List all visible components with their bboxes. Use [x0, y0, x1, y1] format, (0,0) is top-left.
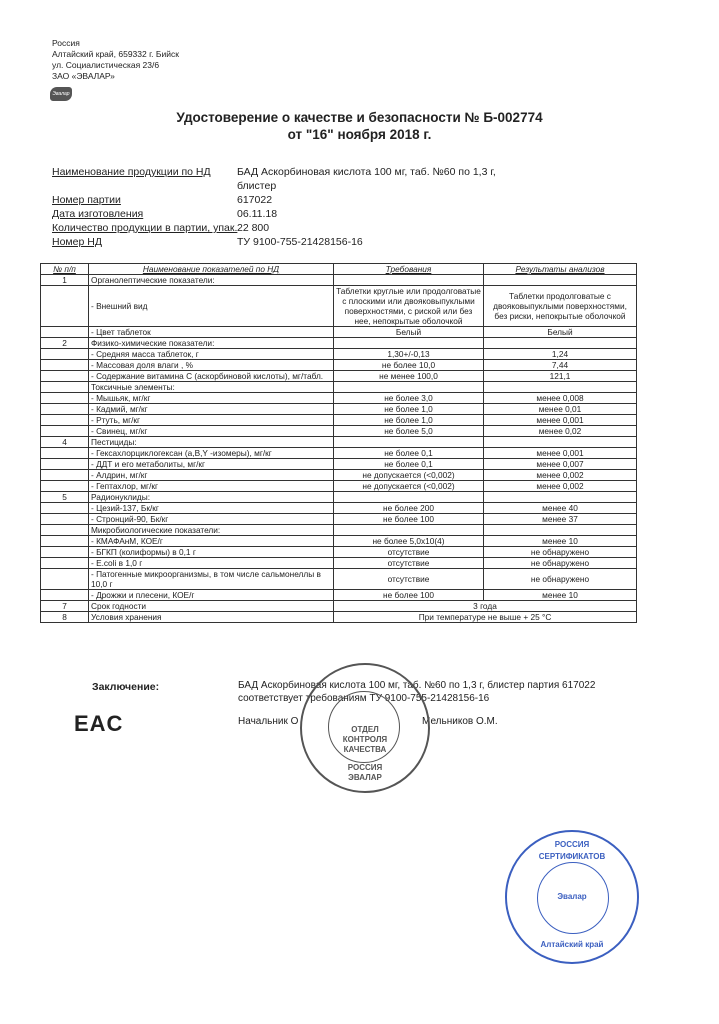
row-result [484, 338, 637, 349]
row-indicator: - БГКП (колиформы) в 0,1 г [89, 547, 334, 558]
stamp2-text-4: Алтайский край [540, 940, 604, 949]
batch-quantity-label: Количество продукции в партии, упак. [52, 222, 238, 234]
row-requirement: не допускается (<0,002) [334, 481, 484, 492]
row-result: Таблетки продолговатые с двояковыпуклыми поверхностями, без риски, непокрытые оболочкой [484, 286, 637, 327]
manufacture-date-value: 06.11.18 [237, 208, 278, 220]
row-number: 7 [41, 601, 89, 612]
manufacture-date-label: Дата изготовления [52, 208, 144, 220]
product-name-label: Наименование продукции по НД [52, 166, 211, 178]
row-number [41, 547, 89, 558]
row-indicator: - Кадмий, мг/кг [89, 404, 334, 415]
row-result: менее 37 [484, 514, 637, 525]
conclusion-line-1: БАД Аскорбиновая кислота 100 мг, таб. №60 по 1,3 г, блистер партия 617022 [238, 680, 596, 691]
row-result: Белый [484, 327, 637, 338]
row-requirement [334, 525, 484, 536]
row-requirement: не более 0,1 [334, 448, 484, 459]
row-indicator: - Ртуть, мг/кг [89, 415, 334, 426]
row-indicator: - Массовая доля влаги , % [89, 360, 334, 371]
row-number: 1 [41, 275, 89, 286]
stamp-text-4: РОССИЯ [347, 763, 383, 772]
row-number [41, 536, 89, 547]
row-requirement: не более 1,0 [334, 404, 484, 415]
signer-name: Мельников О.М. [422, 716, 498, 727]
row-requirement: отсутствие [334, 569, 484, 590]
row-result: менее 10 [484, 590, 637, 601]
row-indicator: - Алдрин, мг/кг [89, 470, 334, 481]
row-requirement [334, 492, 484, 503]
row-number [41, 426, 89, 437]
row-indicator: - E.coli в 1,0 г [89, 558, 334, 569]
row-number [41, 286, 89, 327]
table-row [41, 338, 637, 349]
table-row [41, 360, 637, 371]
row-requirement: не более 100 [334, 514, 484, 525]
document-title: Удостоверение о качестве и безопасности № Б-002774 [176, 110, 543, 125]
row-requirement: не более 3,0 [334, 393, 484, 404]
row-number [41, 327, 89, 338]
row-result: 121,1 [484, 371, 637, 382]
row-number [41, 415, 89, 426]
quality-table [40, 263, 637, 623]
row-requirement [334, 437, 484, 448]
header-indicator: Наименование показателей по НД [89, 264, 334, 275]
table-row [41, 327, 637, 338]
company-logo: Эвалар [50, 87, 72, 101]
row-requirement [334, 382, 484, 393]
address-line-street: ул. Социалистическая 23/6 [52, 60, 160, 70]
product-name-value: БАД Аскорбиновая кислота 100 мг, таб. №60 по 1,3 г, [237, 166, 496, 178]
table-row [41, 481, 637, 492]
row-number [41, 349, 89, 360]
table-row [41, 275, 637, 286]
row-indicator: - Внешний вид [89, 286, 334, 327]
row-number: 5 [41, 492, 89, 503]
stamp-text-3: КАЧЕСТВА [343, 745, 387, 754]
row-result: не обнаружено [484, 558, 637, 569]
row-value: При температуре не выше + 25 °С [334, 612, 637, 623]
eac-mark: EAC [74, 711, 124, 736]
company-name: ЗАО «ЭВАЛАР» [52, 71, 115, 81]
product-name-value-cont: блистер [237, 180, 277, 192]
table-row [41, 286, 637, 327]
row-indicator: Радионуклиды: [89, 492, 334, 503]
row-indicator: - ДДТ и его метаболиты, мг/кг [89, 459, 334, 470]
batch-quantity-value: 22 800 [237, 222, 270, 234]
row-number: 4 [41, 437, 89, 448]
table-row [41, 569, 637, 590]
nd-number-value: ТУ 9100-755-21428156-16 [237, 236, 363, 248]
conclusion-label: Заключение: [92, 681, 160, 693]
row-number [41, 459, 89, 470]
row-result [484, 275, 637, 286]
row-number [41, 590, 89, 601]
row-requirement: не более 200 [334, 503, 484, 514]
row-number [41, 525, 89, 536]
row-indicator: Токсичные элементы: [89, 382, 334, 393]
row-result: менее 10 [484, 536, 637, 547]
certificate-stamp [505, 830, 639, 964]
row-requirement: не более 100 [334, 590, 484, 601]
row-result [484, 492, 637, 503]
table-row [41, 514, 637, 525]
stamp-text-2: КОНТРОЛЯ [342, 735, 388, 744]
table-row [41, 525, 637, 536]
row-requirement: отсутствие [334, 558, 484, 569]
row-result: 7,44 [484, 360, 637, 371]
row-indicator: - Свинец, мг/кг [89, 426, 334, 437]
stamp2-text-1: РОССИЯ [554, 840, 590, 849]
row-indicator: Срок годности [89, 601, 334, 612]
row-indicator: - Гексахлорциклогексан (a,B,Y -изомеры), мг/кг [89, 448, 334, 459]
row-result: менее 0,002 [484, 481, 637, 492]
row-number [41, 503, 89, 514]
row-requirement [334, 338, 484, 349]
row-number: 2 [41, 338, 89, 349]
row-result: не обнаружено [484, 569, 637, 590]
row-number [41, 448, 89, 459]
quality-control-stamp [300, 663, 430, 793]
row-indicator: - Цезий-137, Бк/кг [89, 503, 334, 514]
row-result [484, 525, 637, 536]
table-row [41, 612, 637, 623]
table-row [41, 547, 637, 558]
table-row [41, 371, 637, 382]
row-result: менее 40 [484, 503, 637, 514]
row-indicator: - Патогенные микроорганизмы, в том числе сальмонеллы в 10,0 г [89, 569, 334, 590]
row-result: менее 0,007 [484, 459, 637, 470]
row-requirement: не более 5,0х10(4) [334, 536, 484, 547]
table-row [41, 590, 637, 601]
row-indicator: Микробиологические показатели: [89, 525, 334, 536]
stamp2-text-2: СЕРТИФИКАТОВ [538, 852, 606, 861]
row-indicator: Пестициды: [89, 437, 334, 448]
row-number: 8 [41, 612, 89, 623]
table-row [41, 459, 637, 470]
stamp2-text-3: Эвалар [557, 892, 587, 901]
row-indicator: - Дрожжи и плесени, КОЕ/г [89, 590, 334, 601]
row-result: менее 0,01 [484, 404, 637, 415]
signer-title: Начальник О [238, 716, 299, 727]
row-result [484, 437, 637, 448]
stamp-text-1: ОТДЕЛ [351, 725, 379, 734]
row-requirement: 1,30+/-0,13 [334, 349, 484, 360]
table-row [41, 503, 637, 514]
stamp-text-5: ЭВАЛАР [348, 773, 382, 782]
table-row [41, 426, 637, 437]
row-result [484, 382, 637, 393]
batch-number-label: Номер партии [52, 194, 121, 206]
conclusion-line-2: соответствует требованиям ТУ 9100-755-21428156-16 [238, 693, 490, 704]
row-number [41, 481, 89, 492]
table-row [41, 349, 637, 360]
row-result: менее 0,001 [484, 448, 637, 459]
row-requirement: не более 10,0 [334, 360, 484, 371]
table-row [41, 437, 637, 448]
row-number [41, 404, 89, 415]
row-indicator: Условия хранения [89, 612, 334, 623]
row-requirement: Белый [334, 327, 484, 338]
row-number [41, 470, 89, 481]
header-number: № п/п [41, 264, 89, 275]
row-result: менее 0,008 [484, 393, 637, 404]
row-requirement: Таблетки круглые или продолговатые с плоскими или двояковыпуклыми поверхностями, с риской или без нее, непокрытые оболочкой [334, 286, 484, 327]
row-number [41, 514, 89, 525]
row-result: не обнаружено [484, 547, 637, 558]
row-value: 3 года [334, 601, 637, 612]
row-result: менее 0,001 [484, 415, 637, 426]
table-row [41, 404, 637, 415]
table-row [41, 448, 637, 459]
row-requirement: не более 0,1 [334, 459, 484, 470]
row-requirement: не менее 100,0 [334, 371, 484, 382]
row-requirement: не более 5,0 [334, 426, 484, 437]
header-results: Результаты анализов [484, 264, 637, 275]
row-indicator: - Мышьяк, мг/кг [89, 393, 334, 404]
table-row [41, 558, 637, 569]
row-number [41, 558, 89, 569]
table-row [41, 470, 637, 481]
table-row [41, 536, 637, 547]
row-requirement: не допускается (<0,002) [334, 470, 484, 481]
address-line-region: Алтайский край, 659332 г. Бийск [52, 49, 179, 59]
row-indicator: - Средняя масса таблеток, г [89, 349, 334, 360]
nd-number-label: Номер НД [52, 236, 102, 248]
row-number [41, 569, 89, 590]
table-row [41, 601, 637, 612]
table-row [41, 382, 637, 393]
row-indicator: Физико-химические показатели: [89, 338, 334, 349]
row-indicator: - Цвет таблеток [89, 327, 334, 338]
row-number [41, 371, 89, 382]
row-result: менее 0,02 [484, 426, 637, 437]
document-date: от "16" ноября 2018 г. [287, 127, 432, 142]
row-result: менее 0,002 [484, 470, 637, 481]
address-line-country: Россия [52, 38, 80, 48]
row-requirement: отсутствие [334, 547, 484, 558]
row-indicator: - КМАФАнМ, КОЕ/г [89, 536, 334, 547]
table-row [41, 492, 637, 503]
row-indicator: - Гептахлор, мг/кг [89, 481, 334, 492]
row-result: 1,24 [484, 349, 637, 360]
row-number [41, 360, 89, 371]
row-requirement [334, 275, 484, 286]
table-row [41, 415, 637, 426]
row-indicator: - Стронций-90, Бк/кг [89, 514, 334, 525]
row-indicator: Органолептические показатели: [89, 275, 334, 286]
header-requirements: Требования [334, 264, 484, 275]
row-indicator: - Содержание витамина С (аскорбиновой кислоты), мг/табл. [89, 371, 334, 382]
table-row [41, 393, 637, 404]
row-number [41, 393, 89, 404]
row-requirement: не более 1,0 [334, 415, 484, 426]
row-number [41, 382, 89, 393]
batch-number-value: 617022 [237, 194, 273, 206]
